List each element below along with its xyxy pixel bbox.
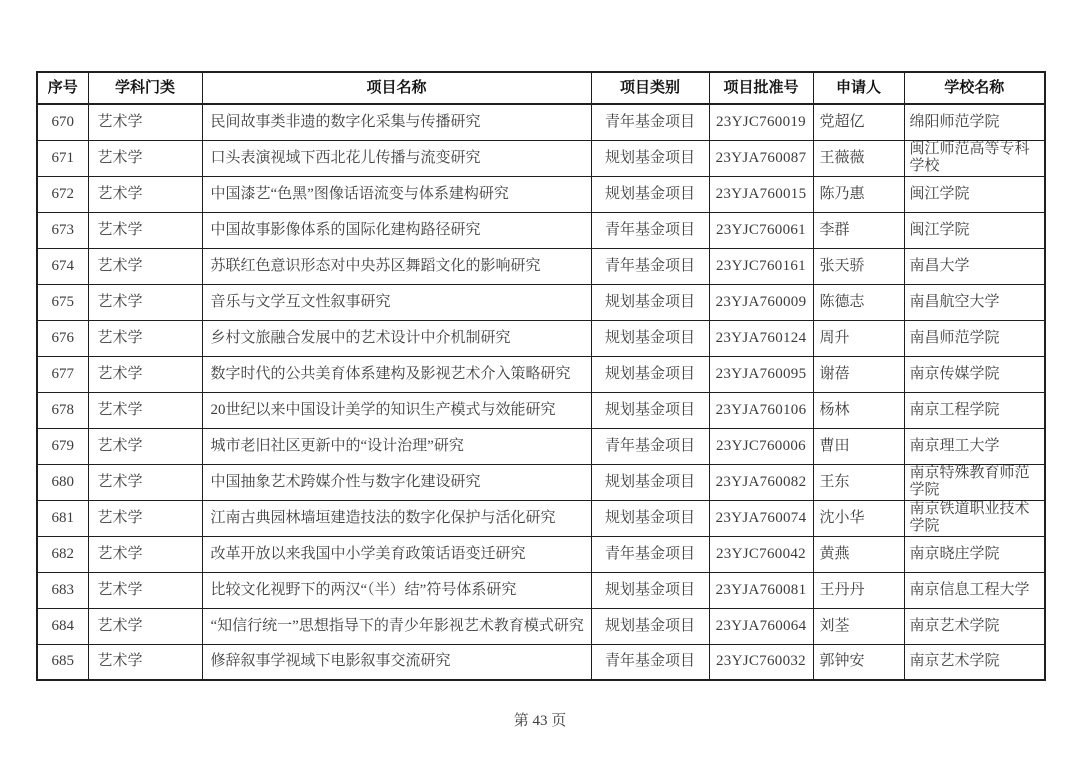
- cell-name: 城市老旧社区更新中的“设计治理”研究: [202, 428, 591, 464]
- cell-name: 口头表演视域下西北花儿传播与流变研究: [202, 140, 591, 176]
- cell-school: 闽江学院: [904, 176, 1045, 212]
- cell-school: 南京理工大学: [904, 428, 1045, 464]
- cell-type: 规划基金项目: [591, 176, 709, 212]
- cell-school: 南京艺术学院: [904, 644, 1045, 680]
- cell-discipline: 艺术学: [88, 140, 202, 176]
- cell-index: 672: [37, 176, 88, 212]
- cell-school: 南昌师范学院: [904, 320, 1045, 356]
- cell-type: 规划基金项目: [591, 392, 709, 428]
- cell-approval: 23YJC760061: [709, 212, 813, 248]
- table-row: [37, 428, 1045, 464]
- cell-school: 闽江学院: [904, 212, 1045, 248]
- cell-school: 南昌航空大学: [904, 284, 1045, 320]
- cell-applicant: 党超亿: [813, 104, 904, 140]
- cell-name: 中国故事影像体系的国际化建构路径研究: [202, 212, 591, 248]
- cell-type: 青年基金项目: [591, 212, 709, 248]
- table-body: [37, 104, 1045, 680]
- cell-approval: 23YJA760081: [709, 572, 813, 608]
- cell-discipline: 艺术学: [88, 644, 202, 680]
- cell-type: 规划基金项目: [591, 140, 709, 176]
- cell-type: 规划基金项目: [591, 284, 709, 320]
- cell-applicant: 谢蓓: [813, 356, 904, 392]
- cell-school: 南京铁道职业技术学院: [904, 500, 1045, 536]
- cell-discipline: 艺术学: [88, 248, 202, 284]
- cell-name: 改革开放以来我国中小学美育政策话语变迁研究: [202, 536, 591, 572]
- cell-approval: 23YJC760042: [709, 536, 813, 572]
- cell-name: 音乐与文学互文性叙事研究: [202, 284, 591, 320]
- cell-discipline: 艺术学: [88, 176, 202, 212]
- cell-school: 南京信息工程大学: [904, 572, 1045, 608]
- cell-name: 民间故事类非遗的数字化采集与传播研究: [202, 104, 591, 140]
- cell-approval: 23YJA760124: [709, 320, 813, 356]
- cell-applicant: 郭钟安: [813, 644, 904, 680]
- cell-name: 中国漆艺“色黑”图像话语流变与体系建构研究: [202, 176, 591, 212]
- cell-discipline: 艺术学: [88, 464, 202, 500]
- cell-index: 683: [37, 572, 88, 608]
- cell-name: “知信行统一”思想指导下的青少年影视艺术教育模式研究: [202, 608, 591, 644]
- cell-approval: 23YJA760009: [709, 284, 813, 320]
- cell-type: 规划基金项目: [591, 572, 709, 608]
- table-row: [37, 392, 1045, 428]
- column-header-applicant: 申请人: [813, 72, 904, 104]
- cell-approval: 23YJA760087: [709, 140, 813, 176]
- cell-approval: 23YJC760032: [709, 644, 813, 680]
- cell-approval: 23YJA760074: [709, 500, 813, 536]
- cell-approval: 23YJA760106: [709, 392, 813, 428]
- cell-approval: 23YJA760064: [709, 608, 813, 644]
- column-header-school: 学校名称: [904, 72, 1045, 104]
- cell-applicant: 李群: [813, 212, 904, 248]
- cell-applicant: 王薇薇: [813, 140, 904, 176]
- cell-index: 682: [37, 536, 88, 572]
- cell-school: 南京艺术学院: [904, 608, 1045, 644]
- cell-discipline: 艺术学: [88, 320, 202, 356]
- cell-index: 675: [37, 284, 88, 320]
- cell-index: 676: [37, 320, 88, 356]
- table-row: [37, 248, 1045, 284]
- cell-school: 南京特殊教育师范学院: [904, 464, 1045, 500]
- cell-index: 673: [37, 212, 88, 248]
- cell-discipline: 艺术学: [88, 536, 202, 572]
- cell-discipline: 艺术学: [88, 608, 202, 644]
- cell-applicant: 沈小华: [813, 500, 904, 536]
- table-row: [37, 572, 1045, 608]
- cell-applicant: 杨林: [813, 392, 904, 428]
- table-row: [37, 284, 1045, 320]
- cell-applicant: 陈德志: [813, 284, 904, 320]
- cell-applicant: 张天骄: [813, 248, 904, 284]
- cell-discipline: 艺术学: [88, 428, 202, 464]
- cell-discipline: 艺术学: [88, 572, 202, 608]
- cell-index: 679: [37, 428, 88, 464]
- cell-approval: 23YJA760082: [709, 464, 813, 500]
- cell-applicant: 陈乃惠: [813, 176, 904, 212]
- cell-type: 规划基金项目: [591, 464, 709, 500]
- cell-type: 规划基金项目: [591, 608, 709, 644]
- table-row: [37, 212, 1045, 248]
- cell-index: 677: [37, 356, 88, 392]
- cell-school: 闽江师范高等专科学校: [904, 140, 1045, 176]
- cell-applicant: 王丹丹: [813, 572, 904, 608]
- cell-applicant: 王东: [813, 464, 904, 500]
- cell-name: 乡村文旅融合发展中的艺术设计中介机制研究: [202, 320, 591, 356]
- cell-approval: 23YJC760006: [709, 428, 813, 464]
- table-row: [37, 140, 1045, 176]
- cell-type: 青年基金项目: [591, 248, 709, 284]
- cell-school: 绵阳师范学院: [904, 104, 1045, 140]
- table-row: [37, 500, 1045, 536]
- cell-discipline: 艺术学: [88, 392, 202, 428]
- cell-name: 比较文化视野下的两汉“（半）结”符号体系研究: [202, 572, 591, 608]
- table-row: [37, 464, 1045, 500]
- cell-index: 671: [37, 140, 88, 176]
- cell-name: 修辞叙事学视域下电影叙事交流研究: [202, 644, 591, 680]
- table-row: [37, 536, 1045, 572]
- cell-school: 南京工程学院: [904, 392, 1045, 428]
- table-row: [37, 176, 1045, 212]
- page-number: 第 43 页: [513, 713, 567, 729]
- cell-index: 684: [37, 608, 88, 644]
- cell-school: 南京晓庄学院: [904, 536, 1045, 572]
- cell-name: 数字时代的公共美育体系建构及影视艺术介入策略研究: [202, 356, 591, 392]
- cell-index: 685: [37, 644, 88, 680]
- table-row: [37, 356, 1045, 392]
- table-row: [37, 104, 1045, 140]
- table-row: [37, 608, 1045, 644]
- cell-approval: 23YJA760015: [709, 176, 813, 212]
- cell-school: 南昌大学: [904, 248, 1045, 284]
- cell-type: 规划基金项目: [591, 500, 709, 536]
- cell-type: 青年基金项目: [591, 644, 709, 680]
- column-header-type: 项目类别: [591, 72, 709, 104]
- cell-discipline: 艺术学: [88, 356, 202, 392]
- column-header-discipline: 学科门类: [88, 72, 202, 104]
- cell-discipline: 艺术学: [88, 104, 202, 140]
- table-row: [37, 320, 1045, 356]
- cell-name: 20世纪以来中国设计美学的知识生产模式与效能研究: [202, 392, 591, 428]
- cell-index: 678: [37, 392, 88, 428]
- cell-discipline: 艺术学: [88, 212, 202, 248]
- cell-index: 670: [37, 104, 88, 140]
- cell-school: 南京传媒学院: [904, 356, 1045, 392]
- cell-type: 规划基金项目: [591, 356, 709, 392]
- cell-applicant: 曹田: [813, 428, 904, 464]
- cell-type: 青年基金项目: [591, 428, 709, 464]
- cell-name: 中国抽象艺术跨媒介性与数字化建设研究: [202, 464, 591, 500]
- cell-type: 青年基金项目: [591, 536, 709, 572]
- cell-applicant: 黄燕: [813, 536, 904, 572]
- cell-name: 苏联红色意识形态对中央苏区舞蹈文化的影响研究: [202, 248, 591, 284]
- cell-type: 规划基金项目: [591, 320, 709, 356]
- column-header-approval: 项目批准号: [709, 72, 813, 104]
- cell-index: 681: [37, 500, 88, 536]
- table-header-row: [37, 72, 1045, 104]
- cell-discipline: 艺术学: [88, 500, 202, 536]
- table-row: [37, 644, 1045, 680]
- cell-applicant: 刘荃: [813, 608, 904, 644]
- project-grant-table: [36, 71, 1046, 681]
- cell-approval: 23YJA760095: [709, 356, 813, 392]
- cell-index: 674: [37, 248, 88, 284]
- cell-approval: 23YJC760161: [709, 248, 813, 284]
- column-header-name: 项目名称: [202, 72, 591, 104]
- cell-discipline: 艺术学: [88, 284, 202, 320]
- cell-name: 江南古典园林墙垣建造技法的数字化保护与活化研究: [202, 500, 591, 536]
- column-header-index: 序号: [37, 72, 88, 104]
- cell-approval: 23YJC760019: [709, 104, 813, 140]
- cell-applicant: 周升: [813, 320, 904, 356]
- cell-index: 680: [37, 464, 88, 500]
- cell-type: 青年基金项目: [591, 104, 709, 140]
